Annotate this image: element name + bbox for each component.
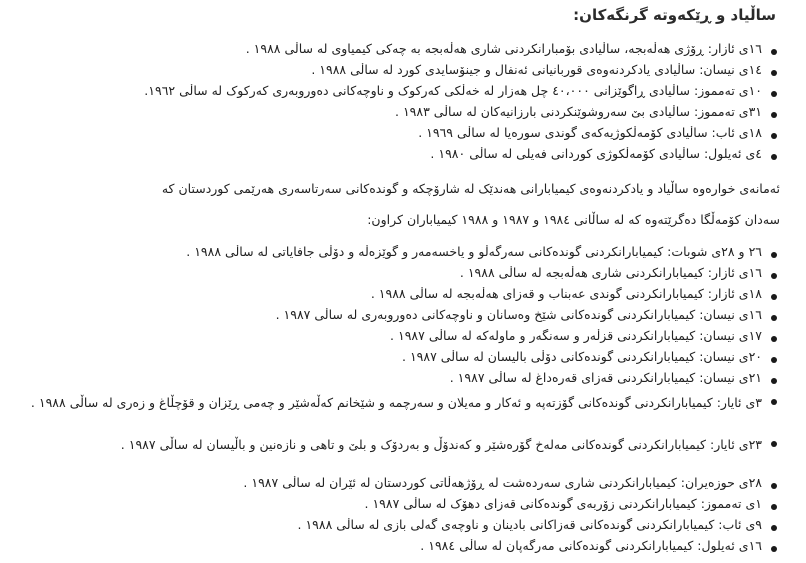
list-item: ٢٨ی حوزەیران: کیمیابارانکردنی شاری سەردەشت لە ڕۆژهەڵاتی کوردستان لە ئێران لە ساڵی ١٩٨٧ . xyxy=(4,476,780,497)
list-item: ١٤ی نیسان: ساڵیادی یادکردنەوەی قوربانیانی ئەنفال و جینۆسایدی کورد لە ساڵی ١٩٨٨ . xyxy=(4,63,780,84)
list-item: ١٦ی نیسان: کیمیابارانکردنی گوندەکانی شێخ وەسانان و ناوچەکانی دەوروبەری لە ساڵی ١٩٨٧ . xyxy=(4,308,780,329)
list-item: ٢٠ی نیسان: کیمیابارانکردنی گوندەکانی دۆڵی بالیسان لە ساڵی ١٩٨٧ . xyxy=(4,350,780,371)
list-item: ٤ی ئەیلول: ساڵیادی کۆمەڵکوژی کوردانی فەیلی لە ساڵی ١٩٨٠ . xyxy=(4,147,780,168)
list-item: ٣ی ئایار: کیمیابارانکردنی گوندەکانی گۆزتەپە و ئەکار و مەیلان و سەرچمە و شێخانم کەڵەشێر و چەمی ڕێزان و قۆچڵاغ و زەری لە ساڵی ١٩٨٨ . xyxy=(4,392,780,434)
intro-paragraph-line-2: سەدان کۆمەڵگا دەگرێتەوە کە لە ساڵانی ١٩٨٤ و ١٩٨٧ و ١٩٨٨ کیمیاباران کراون: xyxy=(367,212,780,227)
list-item: ١٦ی ئازار: ڕۆژی هەڵەبجە، ساڵیادی بۆمبارانکردنی شاری هەڵەبجە بە چەکی کیمیاوی لە ساڵی ١٩٨٨ . xyxy=(4,42,780,63)
list-item: ٢٣ی ئایار: کیمیابارانکردنی گوندەکانی مەلەخ گۆرەشێر و کەندۆڵ و بەردۆک و بلێ و تاهی و نازەنین و باڵیسان لە ساڵی ١٩٨٧ . xyxy=(4,434,780,476)
list-item: ٣١ی تەمموز: ساڵیادی بێ سەروشوێنکردنی بارزانیەکان لە ساڵی ١٩٨٣ . xyxy=(4,105,780,126)
list-item: ١٨ی ئاب: ساڵیادی کۆمەڵکوژیەکەی گوندی سورەیا لە ساڵی ١٩٦٩ . xyxy=(4,126,780,147)
intro-paragraph-line-1: ئەمانەی خوارەوە ساڵیاد و یادکردنەوەی کیمیابارانی هەندێک لە شارۆچکە و گوندەکانی سەرتاسەری هەرێمی کوردستان کە xyxy=(161,181,780,196)
list-item: ١٦ی ئازار: کیمیابارانکردنی شاری هەڵەبجە لە ساڵی ١٩٨٨ . xyxy=(4,266,780,287)
list-item: ٢١ی نیسان: کیمیابارانکردنی قەزای قەرەداغ لە ساڵی ١٩٨٧ . xyxy=(4,371,780,392)
list-item: ٩ی ئاب: کیمیابارانکردنی گوندەکانی قەزاکانی بادینان و ناوچەی گەلی بازی لە ساڵی ١٩٨٨ . xyxy=(4,518,780,539)
chemical-attacks-list xyxy=(4,245,780,560)
list-item: ١ی تەمموز: کیمیابارانکردنی زۆربەی گوندەکانی قەزای دهۆک لە ساڵی ١٩٨٧ . xyxy=(4,497,780,518)
list-item: ١٦ی ئەیلول: کیمیابارانکردنی گوندەکانی مەرگەپان لە ساڵی ١٩٨٤ . xyxy=(4,539,780,560)
anniversary-list xyxy=(4,42,780,168)
list-item: ١٨ی ئازار: کیمیابارانکردنی گوندی عەبناب و قەزای هەڵەبجە لە ساڵی ١٩٨٨ . xyxy=(4,287,780,308)
list-item: ١٧ی نیسان: کیمیابارانکردنی قزڵەر و سەنگەر و ماولەکە لە ساڵی ١٩٨٧ . xyxy=(4,329,780,350)
section-heading: ساڵیاد و ڕێکەوتە گرنگەکان: xyxy=(573,6,776,24)
list-item: ٢٦ و ٢٨ی شوبات: کیمیابارانکردنی گوندەکانی سەرگەڵو و یاخسەمەر و گوێزەڵە و دۆڵی جافایاتی لە ساڵی ١٩٨٨ . xyxy=(4,245,780,266)
list-item: ١٠ی تەمموز: ساڵیادی ڕاگوێزانی ٤٠،٠٠٠ چل هەزار لە خەڵکی کەرکوک و ناوچەکانی دەوروبەری کەرکوک لە ساڵی ١٩٦٢. xyxy=(4,84,780,105)
